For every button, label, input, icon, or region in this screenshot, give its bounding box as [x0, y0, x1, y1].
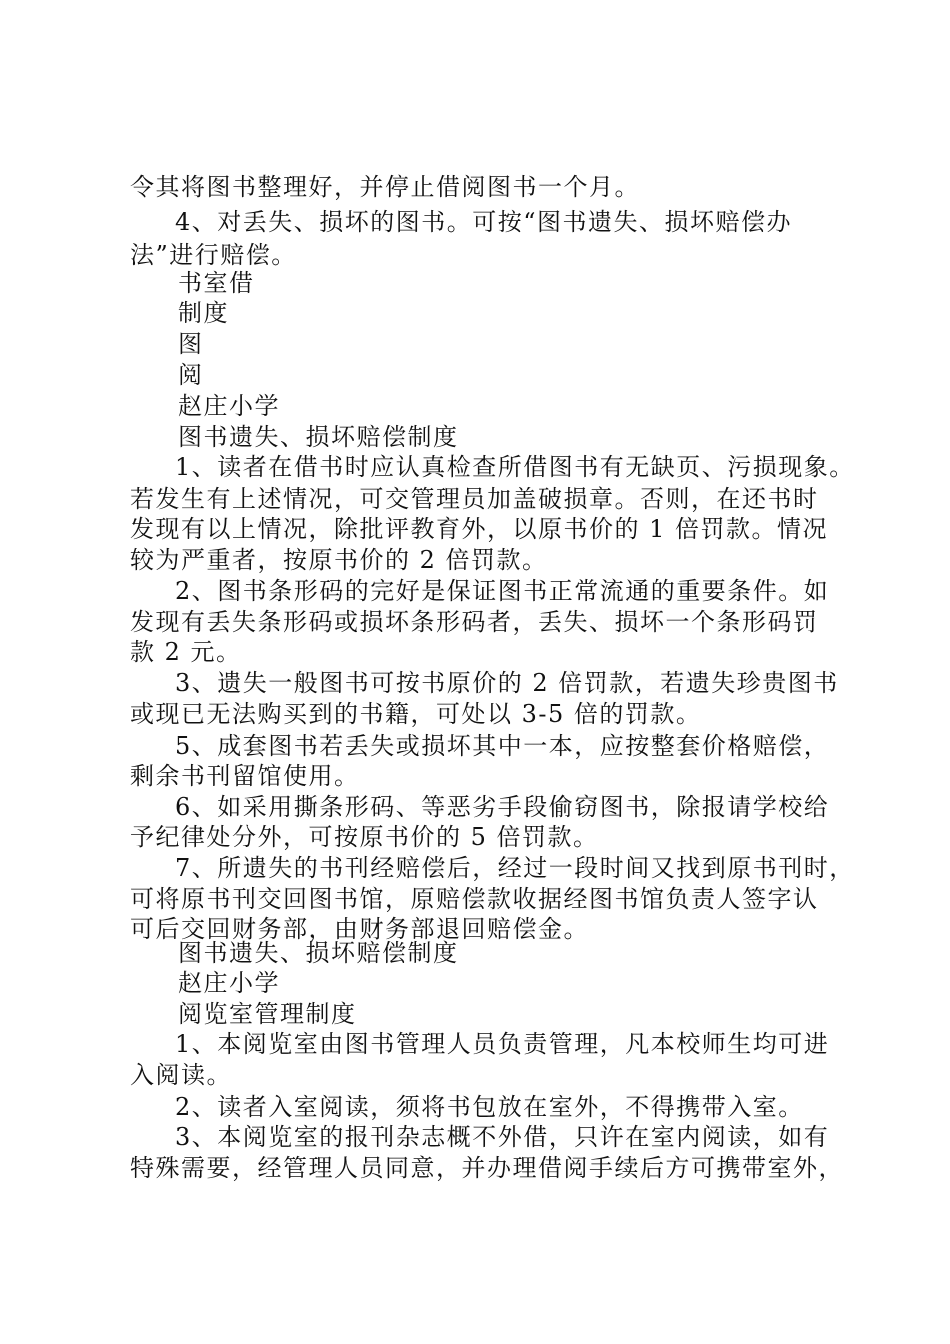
text-line: 赵庄小学 [178, 969, 280, 997]
text-line: 3、本阅览室的报刊杂志概不外借，只许在室内阅读，如有 [175, 1123, 830, 1151]
text-line: 3、遗失一般图书可按书原价的 2 倍罚款，若遗失珍贵图书 [175, 669, 839, 697]
text-line: 1、读者在借书时应认真检查所借图书有无缺页、污损现象。 [175, 453, 855, 481]
text-line: 7、所遗失的书刊经赔偿后，经过一段时间又找到原书刊时， [175, 854, 855, 882]
text-line: 法”进行赔偿。 [130, 241, 297, 269]
text-line: 4、对丢失、损坏的图书。可按“图书遗失、损坏赔偿办 [175, 208, 793, 236]
text-line: 特殊需要，经管理人员同意，并办理借阅手续后方可携带室外， [130, 1154, 844, 1182]
text-line: 剩余书刊留馆使用。 [130, 762, 360, 790]
text-line: 款 2 元。 [130, 638, 242, 666]
text-line: 2、图书条形码的完好是保证图书正常流通的重要条件。如 [175, 577, 830, 605]
section-heading: 阅览室管理制度 [178, 1000, 357, 1028]
text-line: 赵庄小学 [178, 392, 280, 420]
text-line: 制度 [178, 299, 229, 327]
text-line: 入阅读。 [130, 1061, 232, 1089]
text-line: 若发生有上述情况，可交管理员加盖破损章。否则，在还书时 [130, 485, 819, 513]
text-line: 1、本阅览室由图书管理人员负责管理，凡本校师生均可进 [175, 1030, 830, 1058]
text-line: 书室借 [178, 269, 255, 297]
text-line: 阅 [178, 361, 204, 389]
text-line: 5、成套图书若丢失或损坏其中一本，应按整套价格赔偿， [175, 732, 830, 760]
text-line: 令其将图书整理好，并停止借阅图书一个月。 [130, 173, 640, 201]
text-line: 可将原书刊交回图书馆，原赔偿款收据经图书馆负责人签字认 [130, 885, 819, 913]
text-line: 较为严重者，按原书价的 2 倍罚款。 [130, 546, 548, 574]
text-line: 发现有以上情况，除批评教育外，以原书价的 1 倍罚款。情况 [130, 515, 829, 543]
text-line: 6、如采用撕条形码、等恶劣手段偷窃图书，除报请学校给 [175, 793, 830, 821]
text-line: 可后交回财务部，由财务部退回赔偿金。 [130, 915, 589, 943]
text-line: 或现已无法购买到的书籍，可处以 3-5 倍的罚款。 [130, 700, 702, 728]
section-heading: 图书遗失、损坏赔偿制度 [178, 423, 459, 451]
section-heading: 图书遗失、损坏赔偿制度 [178, 939, 459, 967]
text-line: 2、读者入室阅读，须将书包放在室外，不得携带入室。 [175, 1093, 804, 1121]
text-line: 图 [178, 330, 204, 358]
text-line: 予纪律处分外，可按原书价的 5 倍罚款。 [130, 823, 599, 851]
text-line: 发现有丢失条形码或损坏条形码者，丢失、损坏一个条形码罚 [130, 608, 819, 636]
